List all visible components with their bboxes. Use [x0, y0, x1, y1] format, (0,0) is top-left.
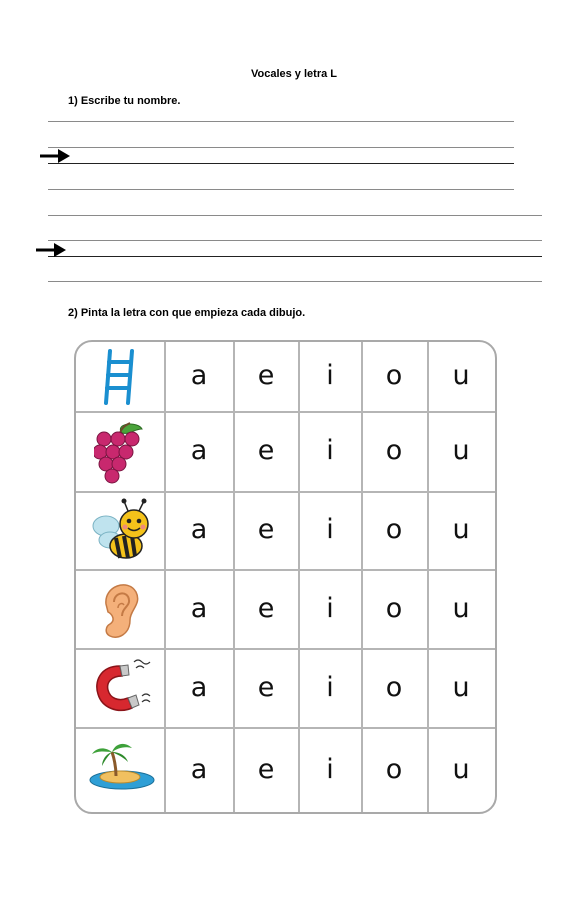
writing-line: [48, 215, 542, 216]
letter-cell-a[interactable]: a: [190, 592, 208, 624]
ladder-icon: [98, 348, 142, 406]
grapes-icon: [94, 419, 148, 485]
letter-cell-i[interactable]: i: [326, 671, 334, 703]
writing-line: [48, 189, 514, 190]
letter-cell-i[interactable]: i: [326, 753, 334, 785]
letter-cell-u[interactable]: u: [452, 753, 470, 785]
letter-cell-o[interactable]: o: [385, 671, 403, 703]
letter-cell-e[interactable]: e: [257, 435, 275, 466]
letter-cell-a[interactable]: a: [190, 435, 208, 466]
ear-icon: [98, 578, 142, 642]
writing-baseline: [48, 256, 542, 257]
arrow-right-icon: [40, 149, 70, 163]
letter-cell-u[interactable]: u: [452, 359, 470, 391]
letter-cell-o[interactable]: o: [385, 435, 403, 466]
magnet-icon: [92, 656, 152, 718]
letter-cell-a[interactable]: a: [190, 514, 208, 545]
letter-cell-a[interactable]: a: [190, 359, 208, 391]
letter-cell-i[interactable]: i: [326, 435, 334, 466]
letter-cell-u[interactable]: u: [452, 671, 470, 703]
vowel-grid: [74, 340, 497, 814]
letter-cell-u[interactable]: u: [452, 592, 470, 624]
letter-cell-o[interactable]: o: [385, 359, 403, 391]
letter-cell-e[interactable]: e: [257, 753, 275, 785]
letter-cell-e[interactable]: e: [257, 592, 275, 624]
letter-cell-u[interactable]: u: [452, 514, 470, 545]
letter-cell-u[interactable]: u: [452, 435, 470, 466]
letter-cell-e[interactable]: e: [257, 671, 275, 703]
letter-cell-o[interactable]: o: [385, 592, 403, 624]
letter-cell-e[interactable]: e: [257, 359, 275, 391]
writing-line: [48, 121, 514, 122]
writing-line: [48, 240, 542, 241]
letter-cell-a[interactable]: a: [190, 753, 208, 785]
letter-cell-o[interactable]: o: [385, 753, 403, 785]
bee-icon: [90, 498, 152, 564]
question-1: 1) Escribe tu nombre.: [68, 95, 181, 107]
writing-line: [48, 147, 514, 148]
writing-line: [48, 281, 542, 282]
letter-cell-a[interactable]: a: [190, 671, 208, 703]
worksheet-title: Vocales y letra L: [250, 68, 337, 80]
letter-cell-i[interactable]: i: [326, 592, 334, 624]
letter-cell-o[interactable]: o: [385, 514, 403, 545]
letter-cell-i[interactable]: i: [326, 514, 334, 545]
letter-cell-i[interactable]: i: [326, 359, 334, 391]
island-icon: [86, 740, 156, 792]
writing-baseline: [48, 163, 514, 164]
letter-cell-e[interactable]: e: [257, 514, 275, 545]
question-2: 2) Pinta la letra con que empieza cada dibujo.: [68, 307, 306, 319]
arrow-right-icon: [36, 243, 66, 257]
